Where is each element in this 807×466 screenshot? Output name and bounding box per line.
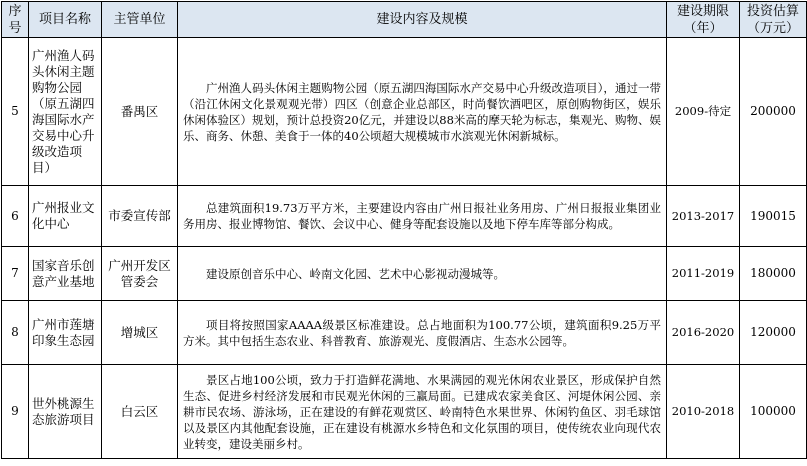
header-invest: 投资估算（万元） — [740, 2, 807, 38]
row-name: 世外桃源生态旅游项目 — [29, 365, 102, 459]
table-row — [2, 186, 807, 247]
row-name: 国家音乐创意产业基地 — [29, 247, 102, 301]
row-name: 广州市莲塘印象生态园 — [29, 301, 102, 365]
row-invest: 180000 — [740, 247, 807, 301]
row-content — [178, 247, 667, 301]
row-content — [178, 186, 667, 247]
row-name: 广州渔人码头休闲主题购物公园（原五湖四海国际水产交易中心升级改造项目） — [29, 38, 102, 186]
row-seq: 8 — [2, 301, 29, 365]
header-unit: 主管单位 — [102, 2, 178, 38]
row-invest: 100000 — [740, 365, 807, 459]
row-period: 2011-2019 — [667, 247, 740, 301]
header-seq: 序号 — [2, 2, 29, 38]
row-unit: 番禺区 — [102, 38, 178, 186]
row-invest: 200000 — [740, 38, 807, 186]
row-unit: 市委宣传部 — [102, 186, 178, 247]
header-name: 项目名称 — [29, 2, 102, 38]
row-period: 2013-2017 — [667, 186, 740, 247]
table-row — [2, 365, 807, 459]
row-seq: 7 — [2, 247, 29, 301]
row-content — [178, 365, 667, 459]
row-content-text: 总建筑面积19.73万平方米，主要建设内容由广州日报社业务用房、广州日报报业集团业务用房、报业博物馆、餐饮、会议中心、健身等配套设施以及地下停车库等部分构成。 — [183, 201, 661, 231]
table-row — [2, 301, 807, 365]
row-unit: 广州开发区管委会 — [102, 247, 178, 301]
header-row — [2, 2, 807, 38]
row-content-text: 项目将按照国家AAAA级景区标准建设。总占地面积为100.77公顷，建筑面积9.25万平方米。其中包括生态农业、科普教育、旅游观光、度假酒店、生态水公园等。 — [183, 317, 661, 348]
row-content — [178, 38, 667, 186]
row-seq: 5 — [2, 38, 29, 186]
row-period: 2010-2018 — [667, 365, 740, 459]
row-seq: 6 — [2, 186, 29, 247]
row-name: 广州报业文化中心 — [29, 186, 102, 247]
row-content — [178, 301, 667, 365]
row-invest: 190015 — [740, 186, 807, 247]
row-content-text: 建设原创音乐中心、岭南文化园、艺术中心影视动漫城等。 — [206, 266, 505, 281]
row-invest: 120000 — [740, 301, 807, 365]
row-seq: 9 — [2, 365, 29, 459]
table-row — [2, 38, 807, 186]
row-period: 2016-2020 — [667, 301, 740, 365]
row-content-text: 广州渔人码头休闲主题购物公园（原五湖四海国际水产交易中心升级改造项目），通过一带（沿江休闲文化景观观光带）四区（创意企业总部区，时尚餐饮酒吧区，原创购物街区，娱乐休闲体验区）规划，预计总投资20亿元，并建设以88米高的摩天轮为标志，集观光、购物、娱乐、商务、休憩、美食于一体的40公顷超大规模城市水滨观光休闲新城标。 — [183, 80, 661, 143]
row-period: 2009-待定 — [667, 38, 740, 186]
projects-table — [1, 1, 807, 459]
header-content: 建设内容及规模 — [178, 2, 667, 38]
row-content-text: 景区占地100公顷，致力于打造鲜花满地、水果满园的观光休闲农业景区，形成保护自然生态、促进乡村经济发展和市民观光休闲的三赢局面。已建成农家美食区、河堤休闲公园、亲耕市民农场、游泳场，正在建设的有鲜花观赏区、岭南特色水果世界、休闲钓鱼区、羽毛球馆以及景区内其他配套设施，正在建设有桃源水乡特色和文化氛围的项目，使传统农业向现代农业转变，建设美丽乡村。 — [183, 372, 661, 451]
table-row — [2, 247, 807, 301]
row-unit: 白云区 — [102, 365, 178, 459]
header-period: 建设期限（年） — [667, 2, 740, 38]
row-unit: 增城区 — [102, 301, 178, 365]
